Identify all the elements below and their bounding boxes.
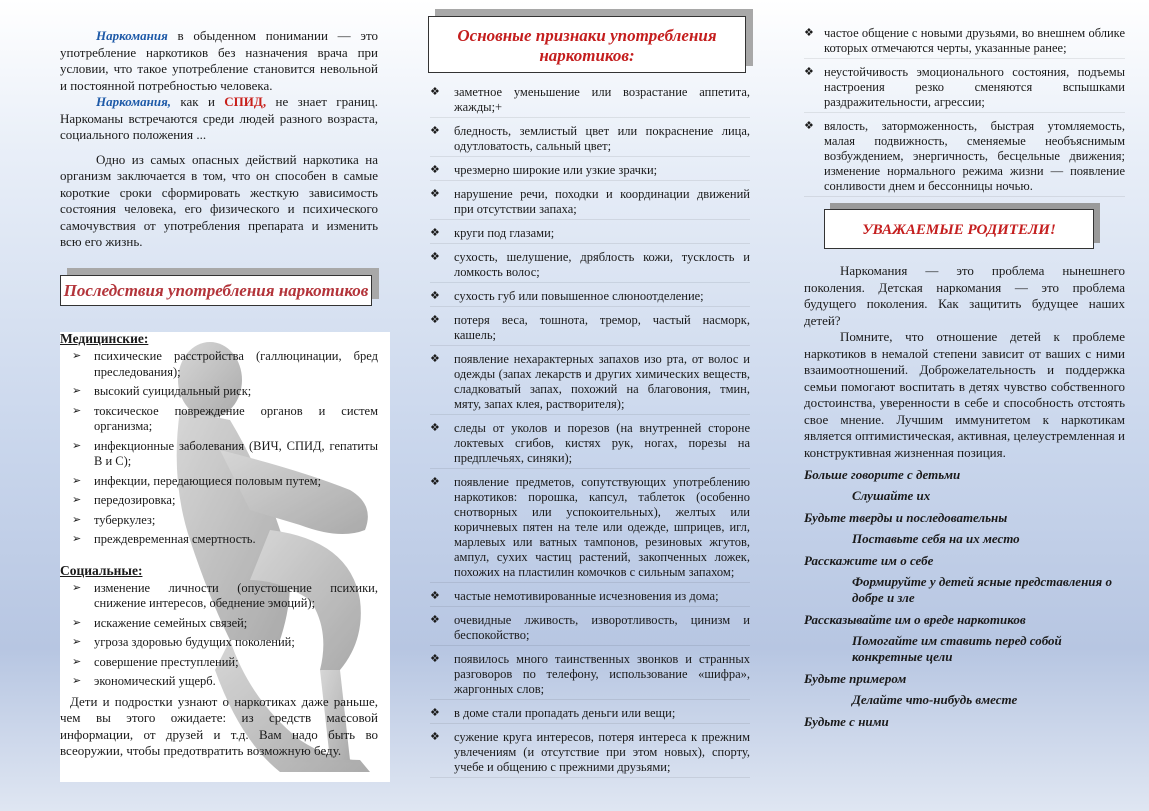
- medical-item-text: преждевременная смертность.: [94, 532, 256, 546]
- intro-2-mid: как и: [171, 94, 225, 109]
- advice-main: Будьте примером: [804, 671, 907, 686]
- diamond-bullet-icon: ❖: [430, 314, 440, 326]
- diamond-bullet-icon: ❖: [430, 707, 440, 719]
- medical-item: [60, 493, 378, 509]
- sign-item: [430, 187, 750, 220]
- consequences-title-box: [60, 275, 372, 306]
- sign-item: [804, 119, 1125, 197]
- intro-1-text: в обыденном понимании — это употребление наркотиков без назначения врача при условии, что такое употребление становится невольной и постоянной потребностью человека.: [60, 28, 378, 93]
- sign-item-text: в доме стали пропадать деньги или вещи;: [454, 706, 676, 720]
- intro-2-text: не знает границ. Наркоманы встречаются среди людей разного возраста, социального положения ...: [60, 94, 378, 142]
- consequences-title: Последствия употребления наркотиков: [63, 280, 369, 300]
- arrow-bullet-icon: ➢: [72, 404, 82, 417]
- keyword-narcomania: Наркомания: [96, 28, 168, 43]
- sign-item: [430, 313, 750, 346]
- sign-item-text: вялость, заторможенность, быстрая утомляемость, малая подвижность, сменяемые необъяснимым возбуждением, энергичность, бесцельные движения; изменение нормального режима жизни — появление сонливости днем и бессонницы ночью.: [824, 119, 1125, 193]
- sign-item: [804, 26, 1125, 59]
- arrow-bullet-icon: ➢: [72, 494, 82, 506]
- medical-item: [60, 439, 378, 470]
- keyword-narcomania-2: Наркомания,: [96, 94, 172, 109]
- sign-item: [430, 475, 750, 583]
- sign-item-text: потеря веса, тошнота, тремор, частый насморк, кашель;: [454, 313, 750, 342]
- middle-column: [390, 0, 780, 811]
- diamond-bullet-icon: ❖: [430, 476, 440, 488]
- arrow-bullet-icon: ➢: [72, 655, 82, 668]
- parents-paragraph-2: Помните, что отношение детей к проблеме наркотиков в немалой степени зависит от ваших с ними взаимоотношений. Доброжелательность и поддержка семьи помогают воспитать в детях чувство собственного достоинства, уверенности в себе и способность отстоять свое мнение. Лучшим иммунитетом к наркотикам является оптимистическая, активная, целеустремленная и конструктивная жизненная позиция.: [804, 329, 1125, 460]
- diamond-bullet-icon: ❖: [430, 290, 440, 302]
- sign-item-text: появление предметов, сопутствующих употреблению наркотиков: порошка, капсул, таблеток (особенно снотворных или успокоительных), желтых или коричневых пятен на теле или одежде, шприцев, игл, марлевых или ватных тампонов, резиновых жгутов, ампул, сухих частиц растений, закопченных ложек, похожих на пластилин комочков с сильным запахом;: [454, 475, 750, 579]
- sign-item-text: появилось много таинственных звонков и странных разговоров по телефону, использование «шифра», жаргонных слов;: [454, 652, 750, 696]
- intro-paragraph-1: [60, 28, 378, 94]
- medical-item-text: передозировка;: [94, 493, 176, 507]
- medical-item-text: психические расстройства (галлюцинации, бред преследования);: [94, 349, 378, 379]
- medical-item-text: туберкулез;: [94, 512, 156, 527]
- arrow-bullet-icon: ➢: [72, 636, 82, 648]
- social-item-text: изменение личности (опустошение психики, снижение интересов, обеднение эмоций);: [94, 580, 378, 610]
- right-column: [780, 0, 1149, 811]
- social-item-text: угроза здоровью будущих поколений;: [94, 635, 295, 649]
- medical-item: [60, 474, 378, 490]
- sign-item-text: неустойчивость эмоционального состояния, подъемы настроения резко сменяются вспышками раздражительности, агрессии;: [824, 65, 1125, 109]
- arrow-bullet-icon: ➢: [72, 474, 82, 487]
- medical-item-text: инфекционные заболевания (ВИЧ, СПИД, гепатиты В и С);: [94, 438, 378, 468]
- sign-item-text: частое общение с новыми друзьями, во внешнем облике которых отмечаются черты, указанные ранее;: [824, 26, 1125, 55]
- diamond-bullet-icon: ❖: [430, 353, 440, 365]
- arrow-bullet-icon: ➢: [72, 350, 82, 362]
- medical-item: [60, 349, 378, 380]
- sign-item-text: чрезмерно широкие или узкие зрачки;: [454, 163, 658, 177]
- advice-main: Расскажите им о себе: [804, 553, 934, 568]
- diamond-bullet-icon: ❖: [804, 120, 814, 132]
- sign-item-text: частые немотивированные исчезновения из дома;: [454, 589, 719, 603]
- diamond-bullet-icon: ❖: [430, 164, 440, 176]
- diamond-bullet-icon: ❖: [804, 27, 814, 39]
- diamond-bullet-icon: ❖: [430, 590, 440, 602]
- arrow-bullet-icon: ➢: [72, 616, 82, 629]
- advice-sub: Слушайте их: [852, 488, 931, 503]
- medical-item: [60, 532, 378, 548]
- intro-paragraph-3: Одно из самых опасных действий наркотика на организм заключается в том, что он способен в самые короткие сроки сформировать жесткую зависимость состояния человека, его физического и психического самочувствия от употребления препарата и изменить всю его жизнь.: [60, 151, 378, 249]
- sign-item-text: круги под глазами;: [454, 226, 555, 240]
- social-item-text: искажение семейных связей;: [94, 615, 248, 630]
- medical-list: [60, 349, 378, 548]
- advice-sub: Делайте что-нибудь вместе: [852, 692, 1018, 707]
- sign-item: [430, 226, 750, 244]
- advice-sub: Формируйте у детей ясные представления о добре и зле: [852, 574, 1112, 605]
- diamond-bullet-icon: ❖: [430, 251, 440, 263]
- sign-item-text: следы от уколов и порезов (на внутренней стороне локтевых сгибов, кистях рук, ногах, порезы на предплечьях, синяки);: [454, 421, 750, 465]
- signs-title-box: [428, 16, 746, 73]
- social-item-text: совершение преступлений;: [94, 654, 239, 669]
- social-item: [60, 581, 378, 612]
- social-item: [60, 616, 378, 632]
- diamond-bullet-icon: ❖: [430, 653, 440, 665]
- advice-sub: Помогайте им ставить перед собой конкретные цели: [852, 633, 1062, 664]
- sign-item-text: сухость, шелушение, дряблость кожи, тусклость и ломкость волос;: [454, 250, 750, 279]
- arrow-bullet-icon: ➢: [72, 439, 82, 452]
- arrow-bullet-icon: ➢: [72, 581, 82, 594]
- intro-paragraph-2: [60, 94, 378, 144]
- sign-item: [430, 730, 750, 778]
- medical-item-text: токсическое повреждение органов и систем организма;: [94, 403, 378, 433]
- arrow-bullet-icon: ➢: [72, 533, 82, 545]
- social-item-text: экономический ущерб.: [94, 674, 216, 688]
- advice-main: Рассказывайте им о вреде наркотиков: [804, 612, 1026, 627]
- sign-item: [430, 124, 750, 157]
- sign-item-text: очевидные лживость, изворотливость, цинизм и беспокойство;: [454, 613, 750, 642]
- sign-item: [430, 289, 750, 307]
- medical-item: [60, 384, 378, 400]
- medical-item: [60, 404, 378, 435]
- sign-item: [430, 652, 750, 700]
- consequences-content: [60, 330, 378, 760]
- sign-item-text: сухость губ или повышенное слюноотделение;: [454, 289, 704, 303]
- signs-continued-list: [804, 26, 1125, 197]
- sign-item: [430, 352, 750, 415]
- sign-item: [804, 65, 1125, 113]
- signs-title: Основные признаки употребления наркотиков:: [457, 26, 717, 65]
- advice-list: [804, 467, 1125, 730]
- parents-title: УВАЖАЕМЫЕ РОДИТЕЛИ!: [862, 222, 1056, 238]
- sign-item: [430, 163, 750, 181]
- advice-main: Будьте тверды и последовательны: [804, 510, 1008, 525]
- medical-item: [60, 513, 378, 529]
- diamond-bullet-icon: ❖: [430, 731, 440, 743]
- diamond-bullet-icon: ❖: [430, 188, 440, 200]
- sign-item: [430, 421, 750, 469]
- diamond-bullet-icon: ❖: [804, 66, 814, 78]
- sign-item-text: бледность, землистый цвет или покраснение лица, одутловатость, сальный цвет;: [454, 124, 750, 153]
- sign-item: [430, 250, 750, 283]
- parents-title-box: [824, 209, 1094, 249]
- sign-item-text: заметное уменьшение или возрастание аппетита, жажды;+: [454, 85, 750, 114]
- sign-item: [430, 589, 750, 607]
- diamond-bullet-icon: ❖: [430, 86, 440, 98]
- medical-heading: Медицинские:: [60, 331, 149, 346]
- diamond-bullet-icon: ❖: [430, 227, 440, 239]
- social-item: [60, 674, 378, 690]
- social-item: [60, 655, 378, 671]
- sign-item-text: сужение круга интересов, потеря интереса к прежним увлечениям (и отсутствие при этом новых), спорту, учебе и общению с прежними друзьями;: [454, 730, 750, 774]
- sign-item: [430, 613, 750, 646]
- arrow-bullet-icon: ➢: [72, 675, 82, 687]
- signs-list: [430, 85, 750, 778]
- social-list: [60, 581, 378, 690]
- advice-sub: Поставьте себя на их место: [852, 531, 1020, 546]
- diamond-bullet-icon: ❖: [430, 422, 440, 434]
- diamond-bullet-icon: ❖: [430, 614, 440, 626]
- arrow-bullet-icon: ➢: [72, 385, 82, 397]
- sign-item-text: появление нехарактерных запахов изо рта, от волос и одежды (запах лекарств и других химических веществ, сладковатый запах, похожий на благовония, тмин, мяту, запах клея, растворителя);: [454, 352, 750, 411]
- sign-item: [430, 85, 750, 118]
- kids-paragraph: Дети и подростки узнают о наркотиках даже раньше, чем вы этого ожидаете: из средств массовой информации, от друзей и т.д. Вам надо быть во всеоружии, чтобы предотвратить возможную беду.: [60, 693, 378, 758]
- parents-paragraph-1: Наркомания — это проблема нынешнего поколения. Детская наркомания — это проблема будущего поколения. Как защитить будущее наших детей?: [804, 263, 1125, 328]
- arrow-bullet-icon: ➢: [72, 513, 82, 526]
- social-item: [60, 635, 378, 651]
- diamond-bullet-icon: ❖: [430, 125, 440, 137]
- medical-item-text: высокий суицидальный риск;: [94, 384, 252, 398]
- sign-item: [430, 706, 750, 724]
- advice-main: Будьте с ними: [804, 714, 889, 729]
- sign-item-text: нарушение речи, походки и координации движений при отсутствии запаха;: [454, 187, 750, 216]
- advice-main: Больше говорите с детьми: [804, 467, 961, 482]
- social-heading: Социальные:: [60, 562, 143, 578]
- keyword-aids: СПИД,: [224, 94, 267, 109]
- medical-item-text: инфекции, передающиеся половым путем;: [94, 473, 322, 488]
